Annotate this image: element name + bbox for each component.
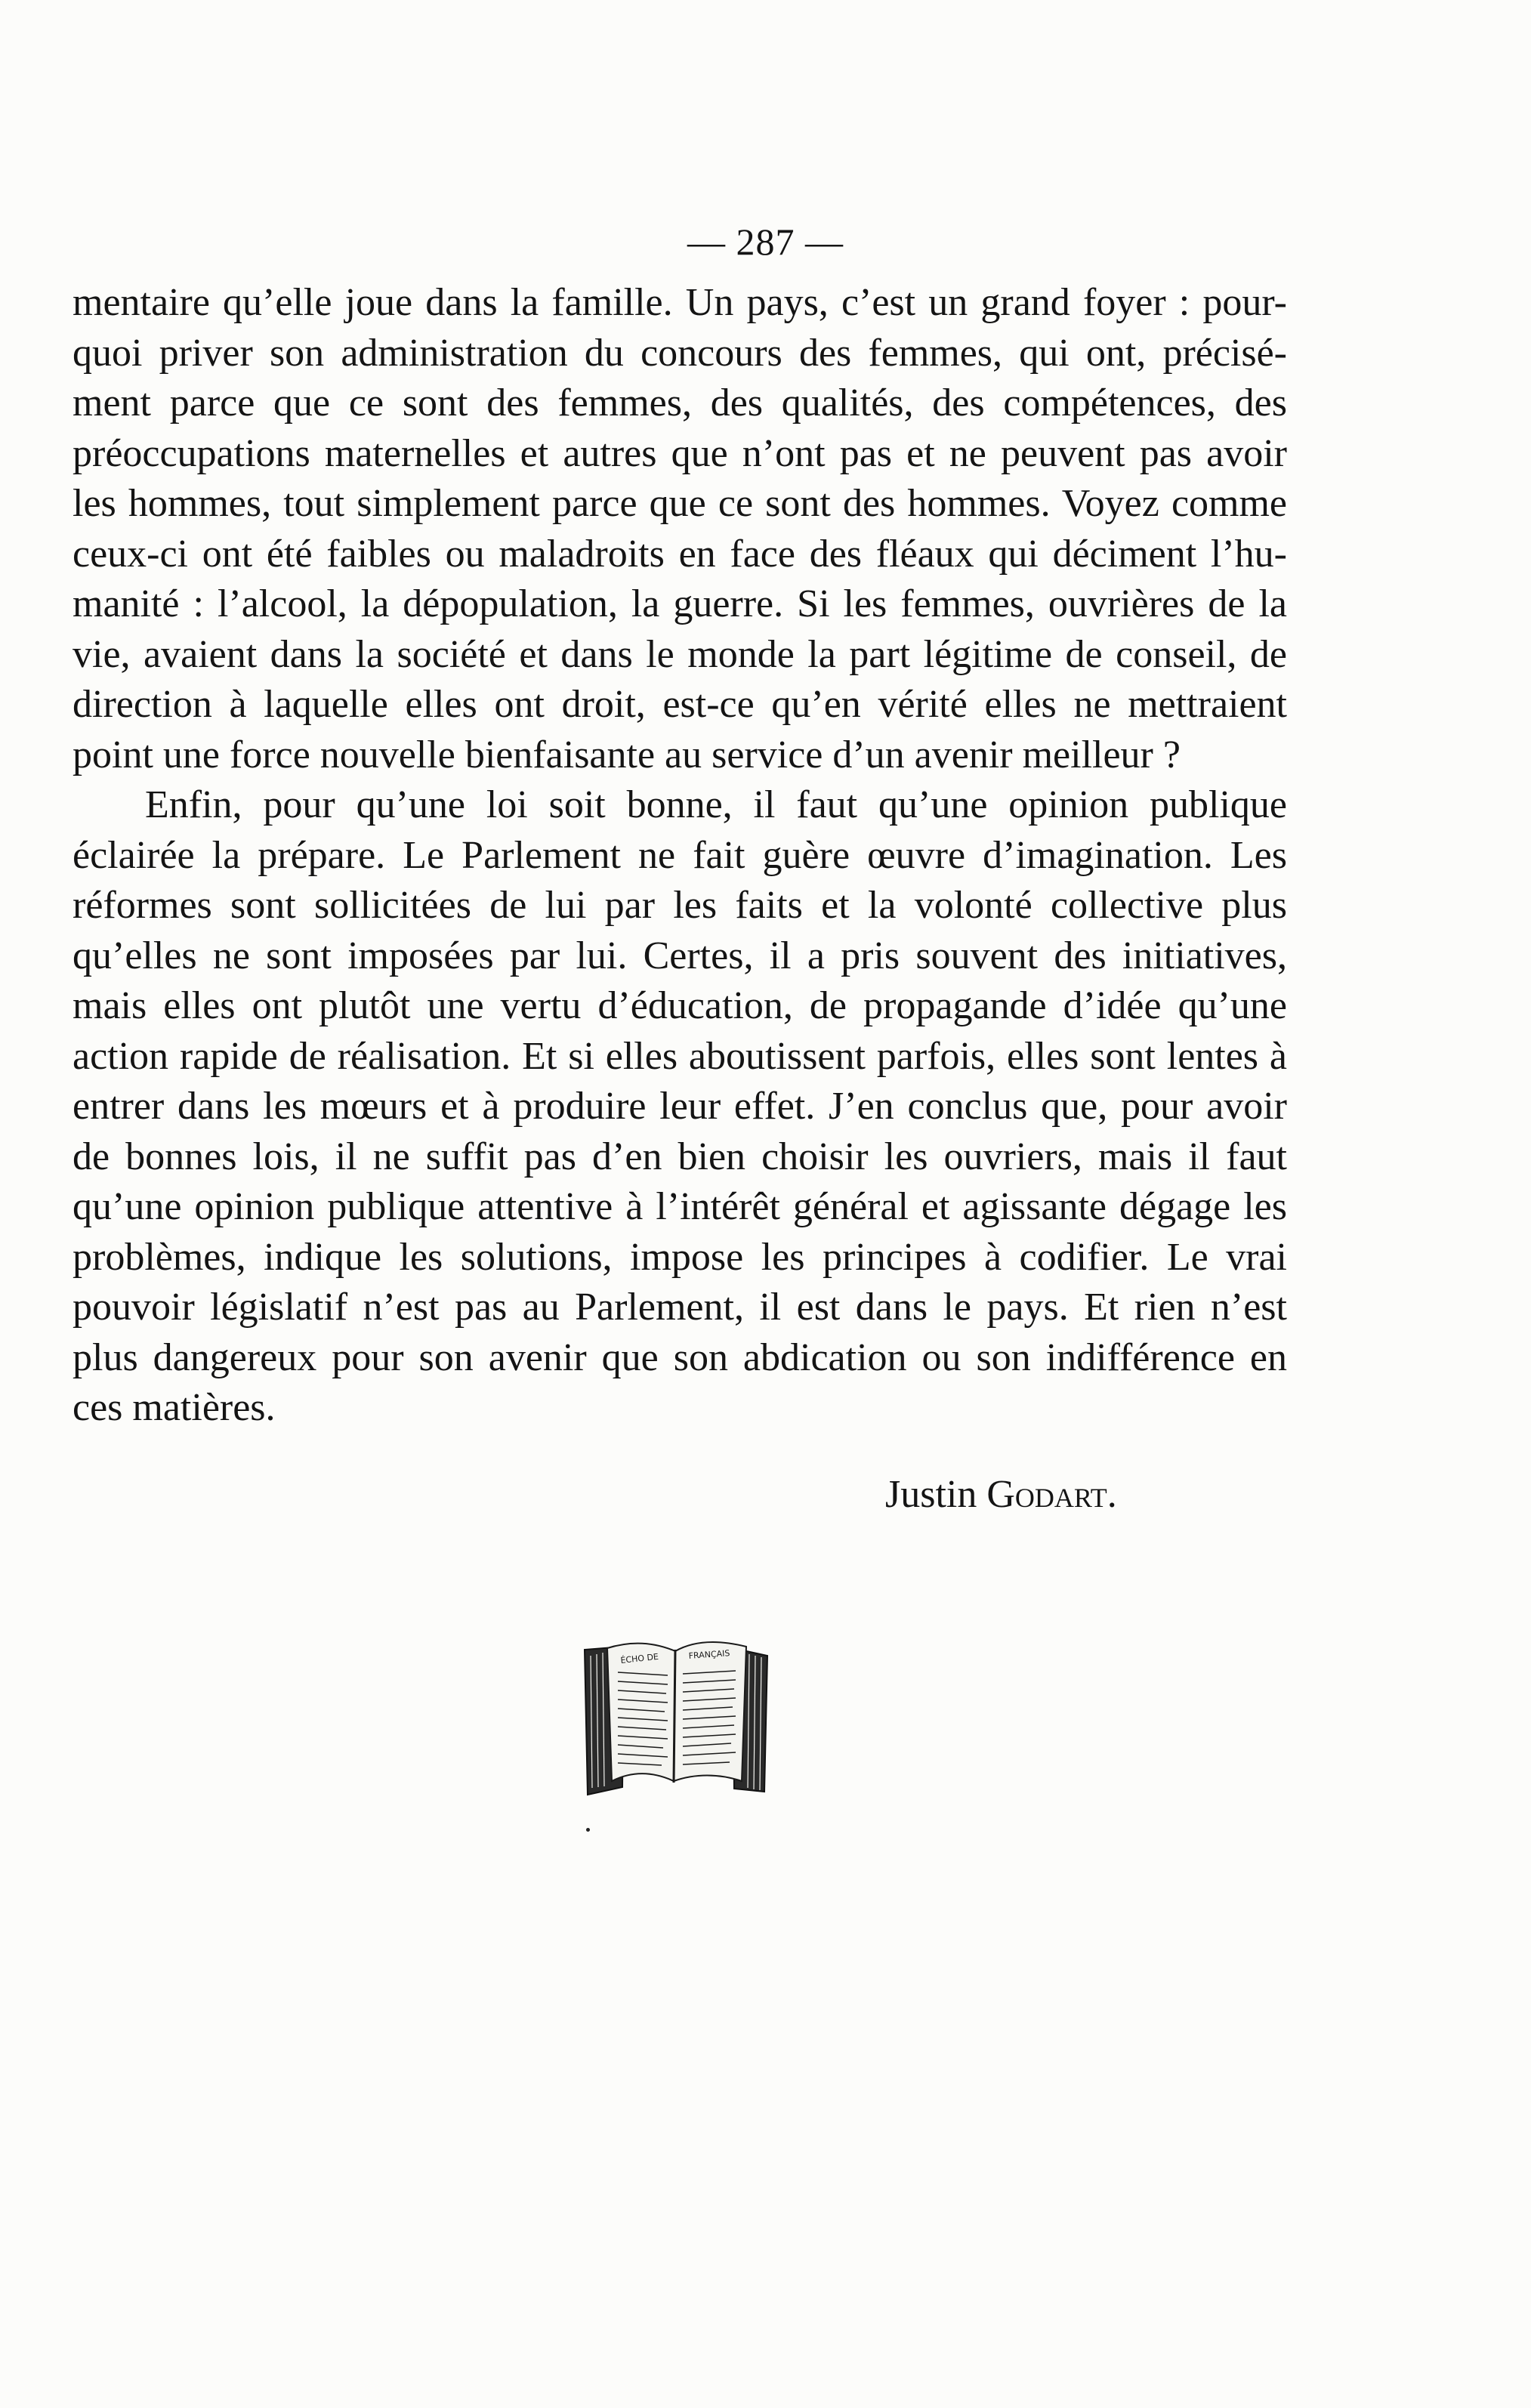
text-line: mentaire qu’elle joue dans la famille. Un pays, c’est un grand foyer : pour- xyxy=(73,281,1287,324)
author-last-name: Godart. xyxy=(986,1473,1117,1516)
body-text xyxy=(73,278,1287,1434)
text-line: direction à laquelle elles ont droit, est-ce qu’en vérité elles ne mettraient xyxy=(73,683,1287,726)
book-ornament-drawing xyxy=(585,1642,767,1795)
text-line: les hommes, tout simplement parce que ce sont des hommes. Voyez comme xyxy=(73,482,1287,525)
text-line: action rapide de réalisation. Et si elles aboutissent parfois, elles sont lentes à xyxy=(73,1034,1287,1078)
page-number: — 287 — xyxy=(687,221,844,263)
text-line: Enfin, pour qu’une loi soit bonne, il faut qu’une opinion publique xyxy=(145,783,1287,826)
text-line: entrer dans les mœurs et à produire leur effet. J’en conclus que, pour avoir xyxy=(73,1085,1287,1128)
text-line: plus dangereux pour son avenir que son abdication ou son indifférence en xyxy=(73,1335,1287,1379)
text-line: qu’elles ne sont imposées par lui. Certes, il a pris souvent des initiatives, xyxy=(73,934,1287,977)
text-line: vie, avaient dans la société et dans le monde la part légitime de conseil, de xyxy=(73,632,1287,676)
text-line: pouvoir législatif n’est pas au Parlement, il est dans le pays. Et rien n’est xyxy=(73,1286,1287,1329)
ink-speck xyxy=(586,1828,590,1832)
text-line: éclairée la prépare. Le Parlement ne fait guère œuvre d’imagination. Les xyxy=(73,833,1287,877)
author-first-name: Justin xyxy=(885,1473,977,1516)
open-book-icon xyxy=(579,1633,773,1801)
book-left-heading: ÉCHO DE xyxy=(619,1651,659,1666)
text-line: de bonnes lois, il ne suffit pas d’en bien choisir les ouvriers, mais il faut xyxy=(73,1135,1287,1178)
text-line: mais elles ont plutôt une vertu d’éducation, de propagande d’idée qu’une xyxy=(73,984,1287,1027)
text-line: point une force nouvelle bienfaisante au service d’un avenir meilleur ? xyxy=(73,733,1181,776)
text-line: réformes sont sollicitées de lui par les faits et la volonté collective plus xyxy=(73,884,1287,927)
text-line: qu’une opinion publique attentive à l’intérêt général et agissante dégage les xyxy=(73,1185,1287,1228)
paragraph-1 xyxy=(73,278,1287,780)
text-line: problèmes, indique les solutions, impose les principes à codifier. Le vrai xyxy=(73,1235,1287,1279)
text-line: préoccupations maternelles et autres que n’ont pas et ne peuvent pas avoir xyxy=(73,431,1287,475)
author-signature xyxy=(885,1470,1117,1520)
text-line: quoi priver son administration du concours des femmes, qui ont, précisé- xyxy=(73,331,1287,375)
paragraph-2 xyxy=(73,780,1287,1434)
text-line: ces matières. xyxy=(73,1386,276,1429)
text-line: manité : l’alcool, la dépopulation, la guerre. Si les femmes, ouvrières de la xyxy=(73,582,1287,625)
text-line: ment parce que ce sont des femmes, des qualités, des compétences, des xyxy=(73,381,1287,424)
text-line: ceux-ci ont été faibles ou maladroits en face des fléaux qui déciment l’hu- xyxy=(73,532,1287,576)
book-right-heading: FRANÇAIS xyxy=(688,1648,730,1661)
